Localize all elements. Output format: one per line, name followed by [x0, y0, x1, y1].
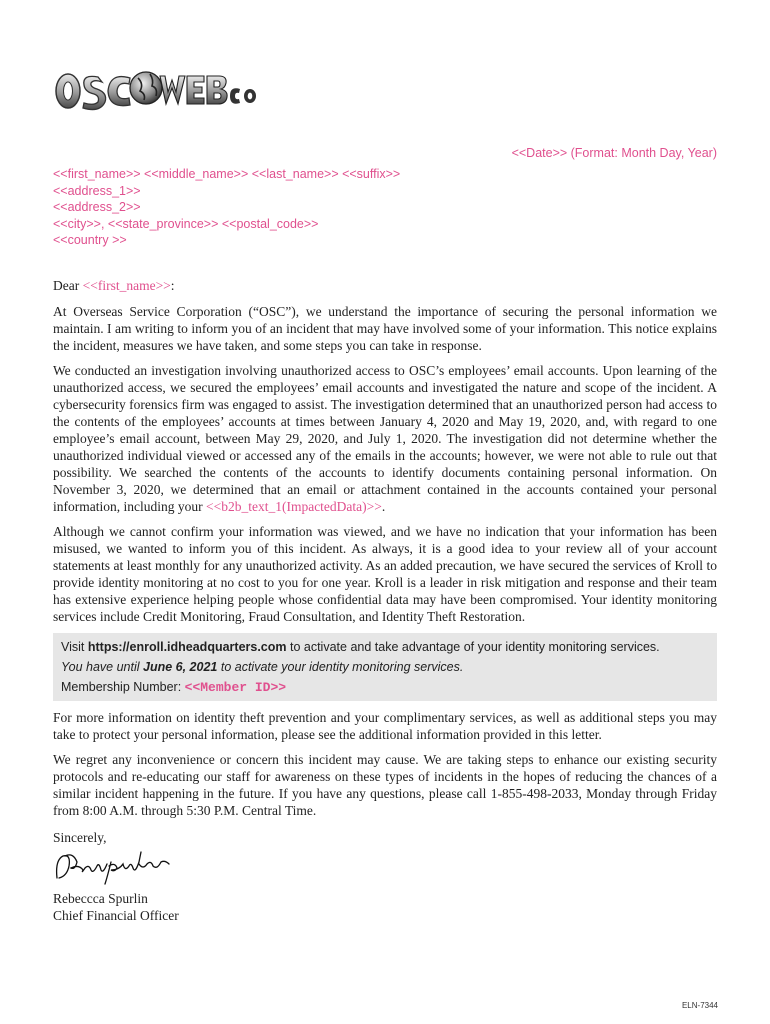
- address-line-country: <<country >>: [53, 233, 127, 247]
- paragraph-regret: We regret any inconvenience or concern this incident may cause. We are taking steps to enhance our existing security protocols and re-educating our staff for awareness on these types of incidents in the hopes of reducing the chances of a similar incident happening in the future. If you have any questions, please call 1-855-498-2033, Monday through Friday from 8:00 A.M. through 5:30 P.M. Central Time.: [53, 752, 717, 818]
- membership-label: Membership Number:: [61, 680, 185, 694]
- enroll-deadline: June 6, 2021: [143, 660, 218, 674]
- salutation-prefix: Dear: [53, 278, 83, 293]
- address-line-city: <<city>>, <<state_province>> <<postal_code>>: [53, 216, 319, 231]
- paragraph-more-info: For more information on identity theft prevention and your complimentary services, as well as additional steps you may take to protect your personal information, please see the additional information provided in this letter.: [53, 710, 717, 742]
- date-placeholder: <<Date>> (Format: Month Day, Year): [511, 146, 717, 160]
- member-id-token: <<Member ID>>: [184, 680, 287, 695]
- impacted-data-token: <<b2b_text_1(ImpactedData)>>: [205, 499, 382, 514]
- enroll-deadline-line: [61, 657, 709, 677]
- paragraph-monitoring: Although we cannot confirm your information was viewed, and we have no indication that your information has been misused, we wanted to inform you of this incident. As always, it is a good idea to your review all of your account statements at least monthly for any unauthorized activity. As an added precaution, we have secured the services of Kroll to provide identity monitoring at no cost to you for one year. Kroll is a leader in risk mitigation and response and their team has extensive experience helping people whose confidential data may have been compromised. Your identity monitoring services include Credit Monitoring, Fraud Consultation, and Identity Theft Restoration.: [53, 524, 717, 624]
- recipient-address: [53, 166, 400, 249]
- osc-webco-logo: [54, 64, 260, 114]
- until-prefix: You have until: [61, 660, 144, 674]
- handwritten-signature: [53, 848, 173, 886]
- paragraph-investigation-end: .: [381, 499, 386, 514]
- document-code: ELN-7344: [681, 1001, 718, 1010]
- sincerely: Sincerely,: [53, 830, 107, 845]
- visit-prefix: Visit: [61, 640, 88, 654]
- visit-suffix: to activate and take advantage of your identity monitoring services.: [286, 640, 660, 654]
- until-suffix: to activate your identity monitoring services.: [217, 660, 464, 674]
- signer-title: Chief Financial Officer: [53, 908, 179, 923]
- signer-name: Rebeccca Spurlin: [53, 891, 148, 906]
- enroll-visit-line: [61, 637, 709, 657]
- paragraph-investigation: [53, 362, 717, 515]
- salutation: [53, 277, 717, 294]
- paragraph-investigation-text: We conducted an investigation involving unauthorized access to OSC’s employees’ email accounts. Upon learning of the unauthorized access, we secured the employees’ email accounts and investigated the nature and scope of the incident. A cybersecurity forensics firm was engaged to assist. The investigation determined that an unauthorized person had access to the contents of the employees’ accounts at times between January 4, 2020 and May 19, 2020, and, with regard to one employee’s email account, between May 29, 2020, and July 1, 2020. The investigation did not determine whether the unauthorized individual viewed or accessed any of the emails in the accounts; however, we were not able to rule out that possibility. We searched the contents of the accounts to identify documents containing personal information. On November 3, 2020, we determined that an email or attachment contained in the accounts contained your personal information, including your: [53, 363, 717, 514]
- letter-body: [53, 277, 717, 924]
- membership-number-line: [61, 677, 709, 698]
- paragraph-intro: At Overseas Service Corporation (“OSC”), we understand the importance of securing the personal information we maintain. I am writing to inform you of an incident that may have involved some of your information. This notice explains the incident, measures we have taken, and some steps you can take in response.: [53, 304, 717, 353]
- salutation-first-name-token: <<first_name>>: [82, 278, 171, 293]
- address-line-name: <<first_name>> <<middle_name>> <<last_name>> <<suffix>>: [53, 167, 401, 181]
- salutation-suffix: :: [170, 278, 175, 293]
- address-line-2: <<address_2>>: [53, 200, 141, 214]
- enrollment-info-box: [53, 633, 717, 701]
- closing-block: [53, 829, 717, 924]
- enroll-url-link[interactable]: https://enroll.idheadquarters.com: [87, 640, 287, 654]
- address-line-1: <<address_1>>: [53, 183, 141, 198]
